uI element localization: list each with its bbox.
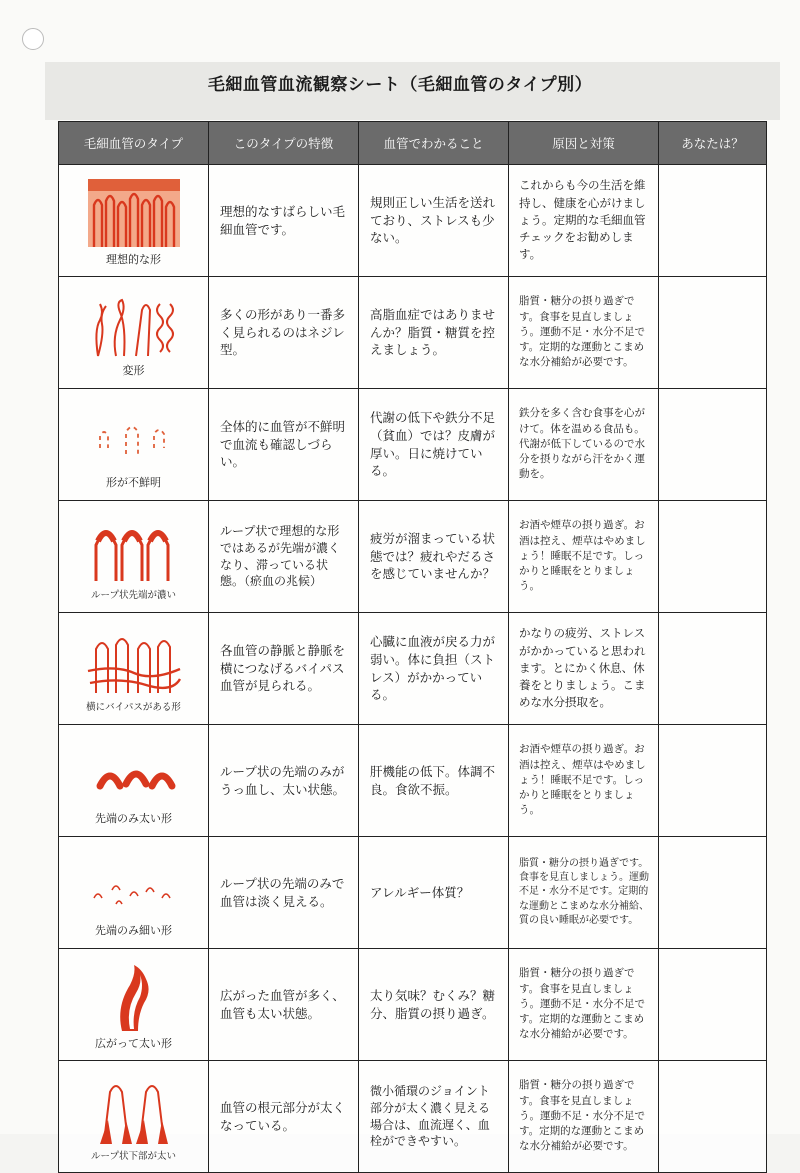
table-row — [59, 277, 767, 389]
table-row — [59, 501, 767, 613]
type-label: 形が不鮮明 — [106, 475, 161, 489]
table-header-row — [59, 122, 767, 165]
type-cell — [59, 277, 209, 389]
feature-cell: 理想的なすばらしい毛細血管です。 — [209, 165, 359, 277]
type-label: 理想的な形 — [106, 252, 161, 266]
header-feature: このタイプの特徴 — [209, 122, 359, 165]
finding-cell: 太り気味？むくみ？糖分、脂質の摂り過ぎ。 — [359, 949, 509, 1061]
cause-cell: かなりの疲労、ストレスがかかっていると思われます。とにかく休息、休養をとりましょう。こまめな水分摂取を。 — [509, 613, 659, 725]
finding-cell: 高脂血症ではありませんか？脂質・糖質を控えましょう。 — [359, 277, 509, 389]
answer-cell[interactable] — [659, 165, 767, 277]
cause-cell: 脂質・糖分の摂り過ぎです。食事を見直しましょう。運動不足・水分不足です。定期的な運動とこまめな水分補給が必要です。 — [509, 277, 659, 389]
page-title: 毛細血管血流観察シート（毛細血管のタイプ別） — [207, 75, 593, 95]
finding-cell: アレルギー体質？ — [359, 837, 509, 949]
answer-cell[interactable] — [659, 389, 767, 501]
feature-cell: ループ状で理想的な形ではあるが先端が濃くなり、滞っている状態。（瘀血の兆候） — [209, 501, 359, 613]
type-label: ループ状下部が太い — [90, 1150, 177, 1162]
cause-cell: お酒や煙草の摂り過ぎ。お酒は控え、煙草はやめましょう！睡眠不足です。しっかりと睡眠をとりましょう。 — [509, 725, 659, 837]
cause-cell: これからも今の生活を維持し、健康を心がけましょう。定期的な毛細血管チェックをお勧めします。 — [509, 165, 659, 277]
table-row — [59, 949, 767, 1061]
table-row — [59, 837, 767, 949]
thin-tip-icon — [86, 850, 182, 920]
finding-cell: 心臓に血液が戻る力が弱い。体に負担（ストレス）がかかっている。 — [359, 613, 509, 725]
feature-cell: 多くの形があり一番多く見られるのはネジレ型。 — [209, 277, 359, 389]
finding-cell: 肝機能の低下。体調不良。食欲不振。 — [359, 725, 509, 837]
cause-cell: 脂質・糖分の摂り過ぎです。食事を見直しましょう。運動不足・水分不足です。定期的な運動とこまめな水分補給、質の良い睡眠が必要です。 — [509, 837, 659, 949]
type-label: 先端のみ太い形 — [95, 811, 172, 825]
table-row — [59, 613, 767, 725]
answer-cell[interactable] — [659, 949, 767, 1061]
type-cell — [59, 165, 209, 277]
wide-thick-icon — [86, 961, 182, 1033]
type-label: 広がって太い形 — [95, 1036, 172, 1050]
answer-cell[interactable] — [659, 725, 767, 837]
table-row — [59, 1061, 767, 1173]
dark-tip-loop-icon — [86, 515, 182, 585]
feature-cell: 全体的に血管が不鮮明で血流も確認しづらい。 — [209, 389, 359, 501]
feature-cell: 広がった血管が多く、血管も太い状態。 — [209, 949, 359, 1061]
finding-cell: 疲労が溜まっている状態では？疲れやだるさを感じていませんか？ — [359, 501, 509, 613]
answer-cell[interactable] — [659, 501, 767, 613]
unclear-capillary-icon — [86, 402, 182, 472]
type-label: ループ状先端が濃い — [90, 589, 177, 601]
table-row — [59, 389, 767, 501]
feature-cell: 各血管の静脈と静脈を横につなげるバイパス血管が見られる。 — [209, 613, 359, 725]
thick-base-loop-icon — [86, 1074, 182, 1146]
answer-cell[interactable] — [659, 613, 767, 725]
type-cell — [59, 613, 209, 725]
finding-cell: 代謝の低下や鉄分不足（貧血）では？皮膚が厚い。日に焼けている。 — [359, 389, 509, 501]
answer-cell[interactable] — [659, 1061, 767, 1173]
ideal-capillary-icon — [86, 177, 182, 249]
table-row — [59, 725, 767, 837]
header-you: あなたは？ — [659, 122, 767, 165]
answer-cell[interactable] — [659, 837, 767, 949]
capillary-type-table — [58, 121, 767, 1173]
bypass-capillary-icon — [86, 627, 182, 697]
feature-cell: 血管の根元部分が太くなっている。 — [209, 1061, 359, 1173]
cause-cell: お酒や煙草の摂り過ぎ。お酒は控え、煙草はやめましょう！睡眠不足です。しっかりと睡眠をとりましょう。 — [509, 501, 659, 613]
table-row — [59, 165, 767, 277]
type-cell — [59, 837, 209, 949]
finding-cell: 規則正しい生活を送れており、ストレスも少ない。 — [359, 165, 509, 277]
header-finding: 血管でわかること — [359, 122, 509, 165]
type-label: 先端のみ細い形 — [95, 923, 172, 937]
type-cell — [59, 725, 209, 837]
type-cell — [59, 949, 209, 1061]
cause-cell: 鉄分を多く含む食事を心がけて。体を温める食品も。代謝が低下しているので水分を摂りながら汗をかく運動を。 — [509, 389, 659, 501]
answer-cell[interactable] — [659, 277, 767, 389]
deformed-capillary-icon — [86, 290, 182, 360]
type-cell — [59, 501, 209, 613]
type-cell — [59, 1061, 209, 1173]
thick-tip-icon — [86, 738, 182, 808]
header-type: 毛細血管のタイプ — [59, 122, 209, 165]
cause-cell: 脂質・糖分の摂り過ぎです。食事を見直しましょう。運動不足・水分不足です。定期的な運動とこまめな水分補給が必要です。 — [509, 949, 659, 1061]
punch-hole — [22, 28, 44, 50]
finding-cell: 微小循環のジョイント部分が太く濃く見える場合は、血流遅く、血栓ができやすい。 — [359, 1061, 509, 1173]
cause-cell: 脂質・糖分の摂り過ぎです。食事を見直しましょう。運動不足・水分不足です。定期的な運動とこまめな水分補給が必要です。 — [509, 1061, 659, 1173]
feature-cell: ループ状の先端のみがうっ血し、太い状態。 — [209, 725, 359, 837]
type-cell — [59, 389, 209, 501]
type-label: 横にバイパスがある形 — [86, 701, 181, 713]
type-label: 変形 — [122, 363, 145, 377]
feature-cell: ループ状の先端のみで血管は淡く見える。 — [209, 837, 359, 949]
header-cause: 原因と対策 — [509, 122, 659, 165]
